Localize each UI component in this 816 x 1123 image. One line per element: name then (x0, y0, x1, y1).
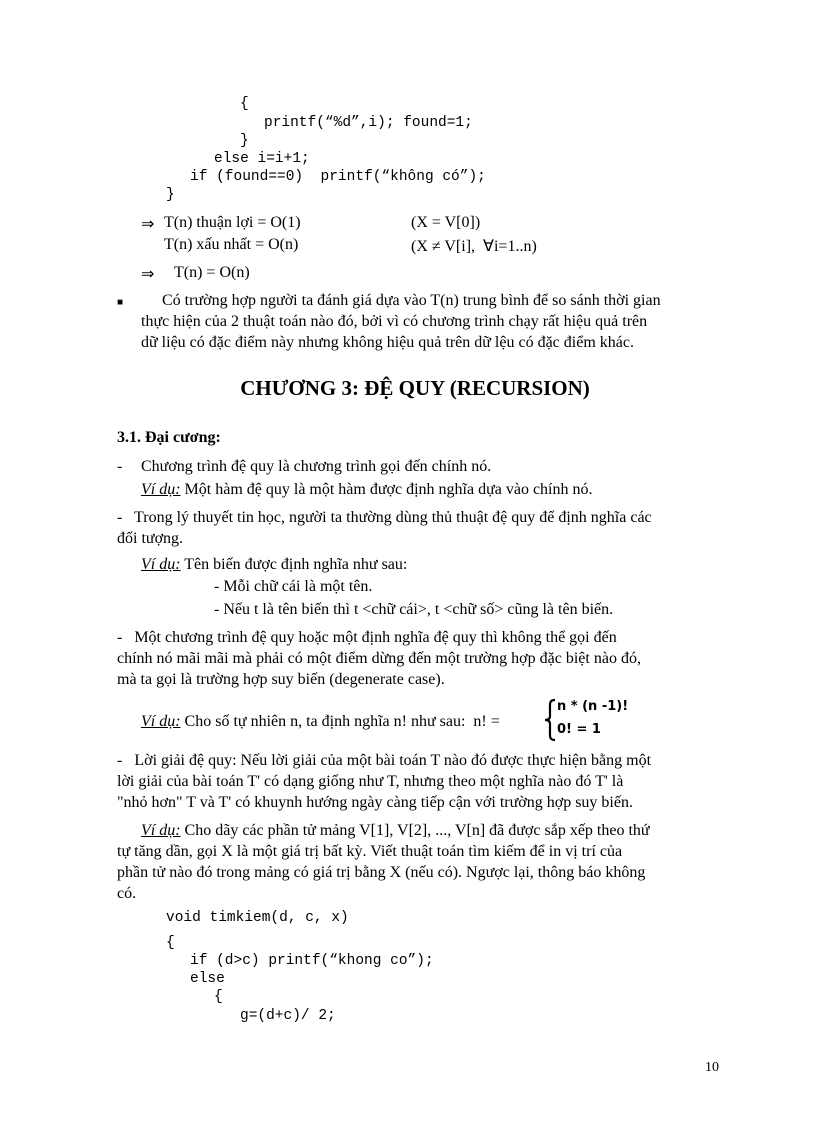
page-number: 10 (705, 1060, 719, 1075)
best-case-condition: (X = V[0]) (411, 214, 481, 231)
code-line: g=(d+c)/ 2; (240, 1008, 336, 1024)
example-text: Cho dãy các phần tử mảng V[1], V[2], ..., V[n] đã được sắp xếp theo thứ (180, 822, 650, 839)
dash-marker: - (117, 458, 123, 475)
paragraph-line: "nhỏ hơn" T và T' có khuynh hướng ngày càng tiếp cận với trường hợp suy biến. (117, 794, 633, 811)
example-line (141, 822, 650, 840)
code-line: else (190, 971, 225, 987)
paragraph-line: thực hiện của 2 thuật toán nào đó, bởi vì có chương trình chạy rất hiệu quả trên (141, 313, 648, 330)
paragraph-line: - Một chương trình đệ quy hoặc một định nghĩa đệ quy thì không thể gọi đến (117, 629, 617, 646)
paragraph-line: có. (117, 885, 137, 902)
section-title: 3.1. Đại cương: (117, 429, 221, 446)
example-line (141, 556, 407, 574)
code-line: else i=i+1; (214, 151, 310, 167)
code-line: if (found==0) printf(“không có”); (190, 169, 486, 185)
bullet-marker: ■ (117, 297, 124, 308)
code-line: void timkiem(d, c, x) (166, 910, 349, 926)
paragraph-line: lời giải của bài toán T' có dạng giống như T, nhưng theo một nghĩa nào đó T' là (117, 773, 624, 790)
worst-case-label: T(n) xấu nhất = O(n) (164, 236, 299, 253)
example-line (141, 713, 500, 731)
paragraph-line: Chương trình đệ quy là chương trình gọi đến chính nó. (141, 458, 492, 475)
code-line: } (240, 133, 249, 149)
paragraph-line: chính nó mãi mãi mà phải có một điểm dừng đến một trường hợp đặc biệt nào đó, (117, 650, 641, 667)
example-line (141, 481, 593, 499)
paragraph-line: - Trong lý thuyết tin học, người ta thường dùng thủ thuật đệ quy để định nghĩa các (117, 509, 652, 526)
paragraph-line: đối tượng. (117, 530, 184, 547)
example-text: Cho số tự nhiên n, ta định nghĩa n! như sau: n! = (180, 713, 500, 730)
worst-case-condition: (X ≠ V[i], ∀i=1..n) (411, 238, 537, 255)
code-line: { (214, 989, 223, 1005)
factorial-case-recursive: n * (n -1)! (557, 699, 629, 714)
chapter-title: CHƯƠNG 3: ĐỆ QUY (RECURSION) (240, 376, 590, 400)
example-text: Một hàm đệ quy là một hàm được định nghĩa dựa vào chính nó. (180, 481, 593, 498)
paragraph-line: Có trường hợp người ta đánh giá dựa vào T(n) trung bình để so sánh thời gian (162, 292, 661, 309)
example-label: Ví dụ: (141, 481, 181, 498)
example-label: Ví dụ: (141, 556, 181, 573)
best-case-label: T(n) thuận lợi = O(1) (164, 214, 301, 231)
paragraph-line: mà ta gọi là trường hợp suy biến (degenerate case). (117, 671, 445, 688)
list-item: - Nếu t là tên biến thì t <chữ cái>, t <chữ số> cũng là tên biến. (214, 601, 614, 618)
factorial-case-base: 0! = 1 (557, 722, 601, 737)
example-text: Tên biến được định nghĩa như sau: (180, 556, 408, 573)
code-line: printf(“%d”,i); found=1; (264, 115, 473, 131)
code-line: { (240, 96, 249, 112)
example-label: Ví dụ: (141, 822, 181, 839)
paragraph-line: phần tử nào đó trong mảng có giá trị bằng X (nếu có). Ngược lại, thông báo không (117, 864, 646, 881)
list-item: - Mỗi chữ cái là một tên. (214, 578, 373, 595)
code-line: if (d>c) printf(“khong co”); (190, 953, 434, 969)
code-line: } (166, 187, 175, 203)
example-label: Ví dụ: (141, 713, 181, 730)
paragraph-line: dữ liệu có đặc điểm này nhưng không hiệu quả trên dữ lệu có đặc điểm khác. (141, 334, 634, 351)
left-brace-icon (543, 698, 557, 742)
paragraph-line: tự tăng dần, gọi X là một giá trị bất kỳ. Viết thuật toán tìm kiếm để in vị trí của (117, 843, 623, 860)
paragraph-line: - Lời giải đệ quy: Nếu lời giải của một bài toán T nào đó được thực hiện bằng một (117, 752, 652, 769)
implies-arrow: ⇒ (141, 266, 155, 283)
code-line: { (166, 935, 175, 951)
implies-arrow: ⇒ (141, 216, 155, 233)
complexity-result: T(n) = O(n) (174, 264, 250, 281)
